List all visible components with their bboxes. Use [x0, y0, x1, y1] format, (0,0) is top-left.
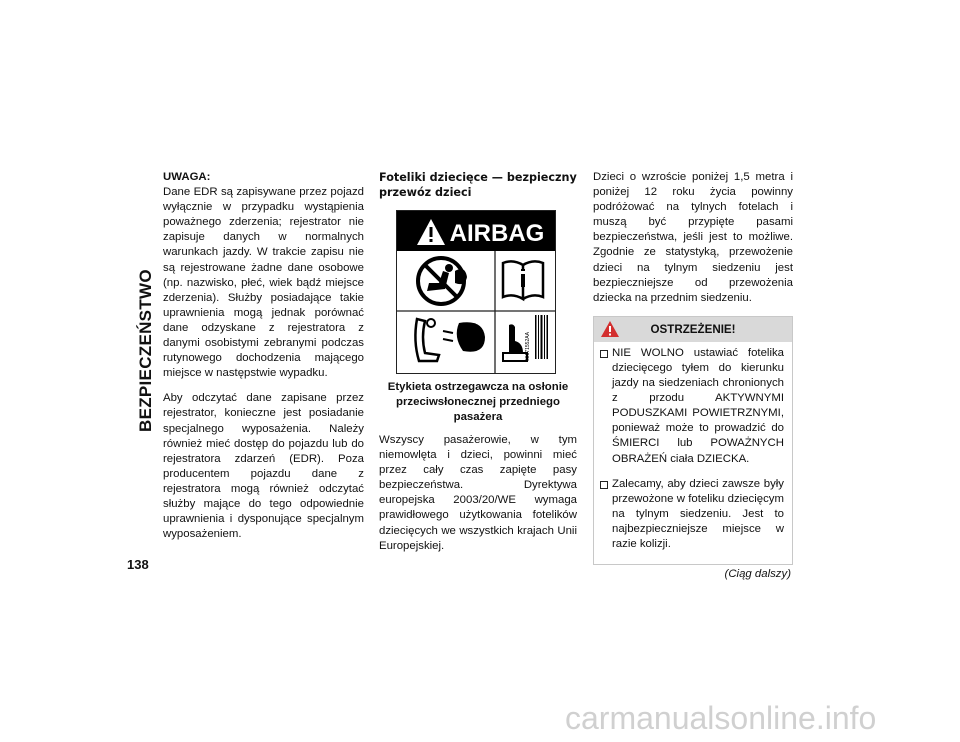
label-code: 68171552AA — [525, 332, 531, 361]
column-child-seats — [379, 170, 577, 564]
warning-item-text: Zalecamy, aby dzieci zawsze były przewożone w foteliku dziecięcym na tylnym siedzeniu. Jest to najbezpieczniejsze miejsce w razie kolizji. — [612, 477, 784, 550]
footer-watermark: carmanualsonline.info — [565, 700, 877, 736]
section-heading: Foteliki dziecięce — bezpieczny przewóz dzieci — [379, 171, 577, 199]
airbag-label-text: AIRBAG — [449, 220, 545, 247]
column-edr-note — [163, 170, 364, 552]
no-rear-facing-seat-icon — [418, 258, 467, 304]
bullet-square-icon — [600, 350, 608, 358]
warning-title: OSTRZEŻENIE! — [650, 322, 736, 336]
edr-paragraph-1: Dane EDR są zapisywane przez pojazd wyłącznie w przypadku wystąpienia poważnego zderzenia; rejestrator nie zapisuje danych w normalnych warunkach jazdy. W trakcie zapisu nie są rejestrowane żadne dane osobowe (np. nazwisko, płeć, wiek bądź miejsce zderzenia). Służby posiadające takie uprawnienia mogą jednak porównać dane odzyskane z rejestratora z danymi osobistymi zebranymi podczas rutynowego dochodzenia mającego miejsce w następstwie wypadku. — [163, 186, 364, 380]
hand-warning-icon — [503, 324, 527, 361]
warning-list — [594, 342, 792, 564]
column-warning — [593, 170, 793, 582]
manual-book-icon — [503, 261, 543, 299]
label-caption: Etykieta ostrzegawcza na osłonie przeciwsłonecznej przedniego pasażera — [387, 381, 569, 423]
warning-box — [593, 316, 793, 565]
airbag-label-graphic — [397, 211, 555, 373]
seat-airbag-icon — [415, 319, 485, 361]
children-paragraph: Dzieci o wzroście poniżej 1,5 metra i poniżej 12 roku życia powinny podróżować na tylnych fotelach i muszą być przypięte pasami bezpieczeństwa, jeśli jest to możliwe. Zgodnie ze statystyką, przewożenie dzieci na tylnym siedzeniu jest bezpieczniejsze od przewożenia dziecka na przednim siedzeniu. — [593, 171, 793, 304]
section-side-title — [136, 172, 160, 432]
edr-paragraph-2: Aby odczytać dane zapisane przez rejestrator, konieczne jest posiadanie specjalnego wyposażenia. Należy również mieć dostęp do pojazdu lub do rejestratora zdarzeń (EDR). Poza producentem pojazdu dane z rejestratora mogą również odczytać służby mające do tego odpowiednie uprawnienia i dysponujące specjalnym wyposażeniem. — [163, 392, 364, 541]
warning-item — [600, 477, 784, 552]
warning-item-text: NIE WOLNO ustawiać fotelika dziecięcego tyłem do kierunku jazdy na siedzeniach chronionych z przodu AKTYWNYMI PODUSZKAMI POWIETRZNYMI, ponieważ może to prowadzić do ŚMIERCI lub POWAŻNYCH OBRAŻEŃ ciała DZIECKA. — [612, 346, 784, 465]
note-title: UWAGA: — [163, 171, 211, 183]
continued-note: (Ciąg dalszy) — [724, 568, 791, 581]
warning-item — [600, 346, 784, 467]
page-number: 138 — [127, 557, 149, 572]
side-title-text: BEZPIECZEŃSTWO — [136, 269, 155, 432]
airbag-warning-label — [396, 210, 556, 374]
bullet-square-icon — [600, 481, 608, 489]
barcode-icon — [535, 315, 548, 359]
seatbelt-paragraph: Wszyscy pasażerowie, w tym niemowlęta i dzieci, powinni mieć przez cały czas zapięte pasy bezpieczeństwa. Dyrektywa europejska 2003/20/WE wymaga prawidłowego użytkowania fotelików dziecięcych we wszystkich krajach Unii Europejskiej. — [379, 434, 577, 552]
warning-header — [594, 317, 792, 342]
